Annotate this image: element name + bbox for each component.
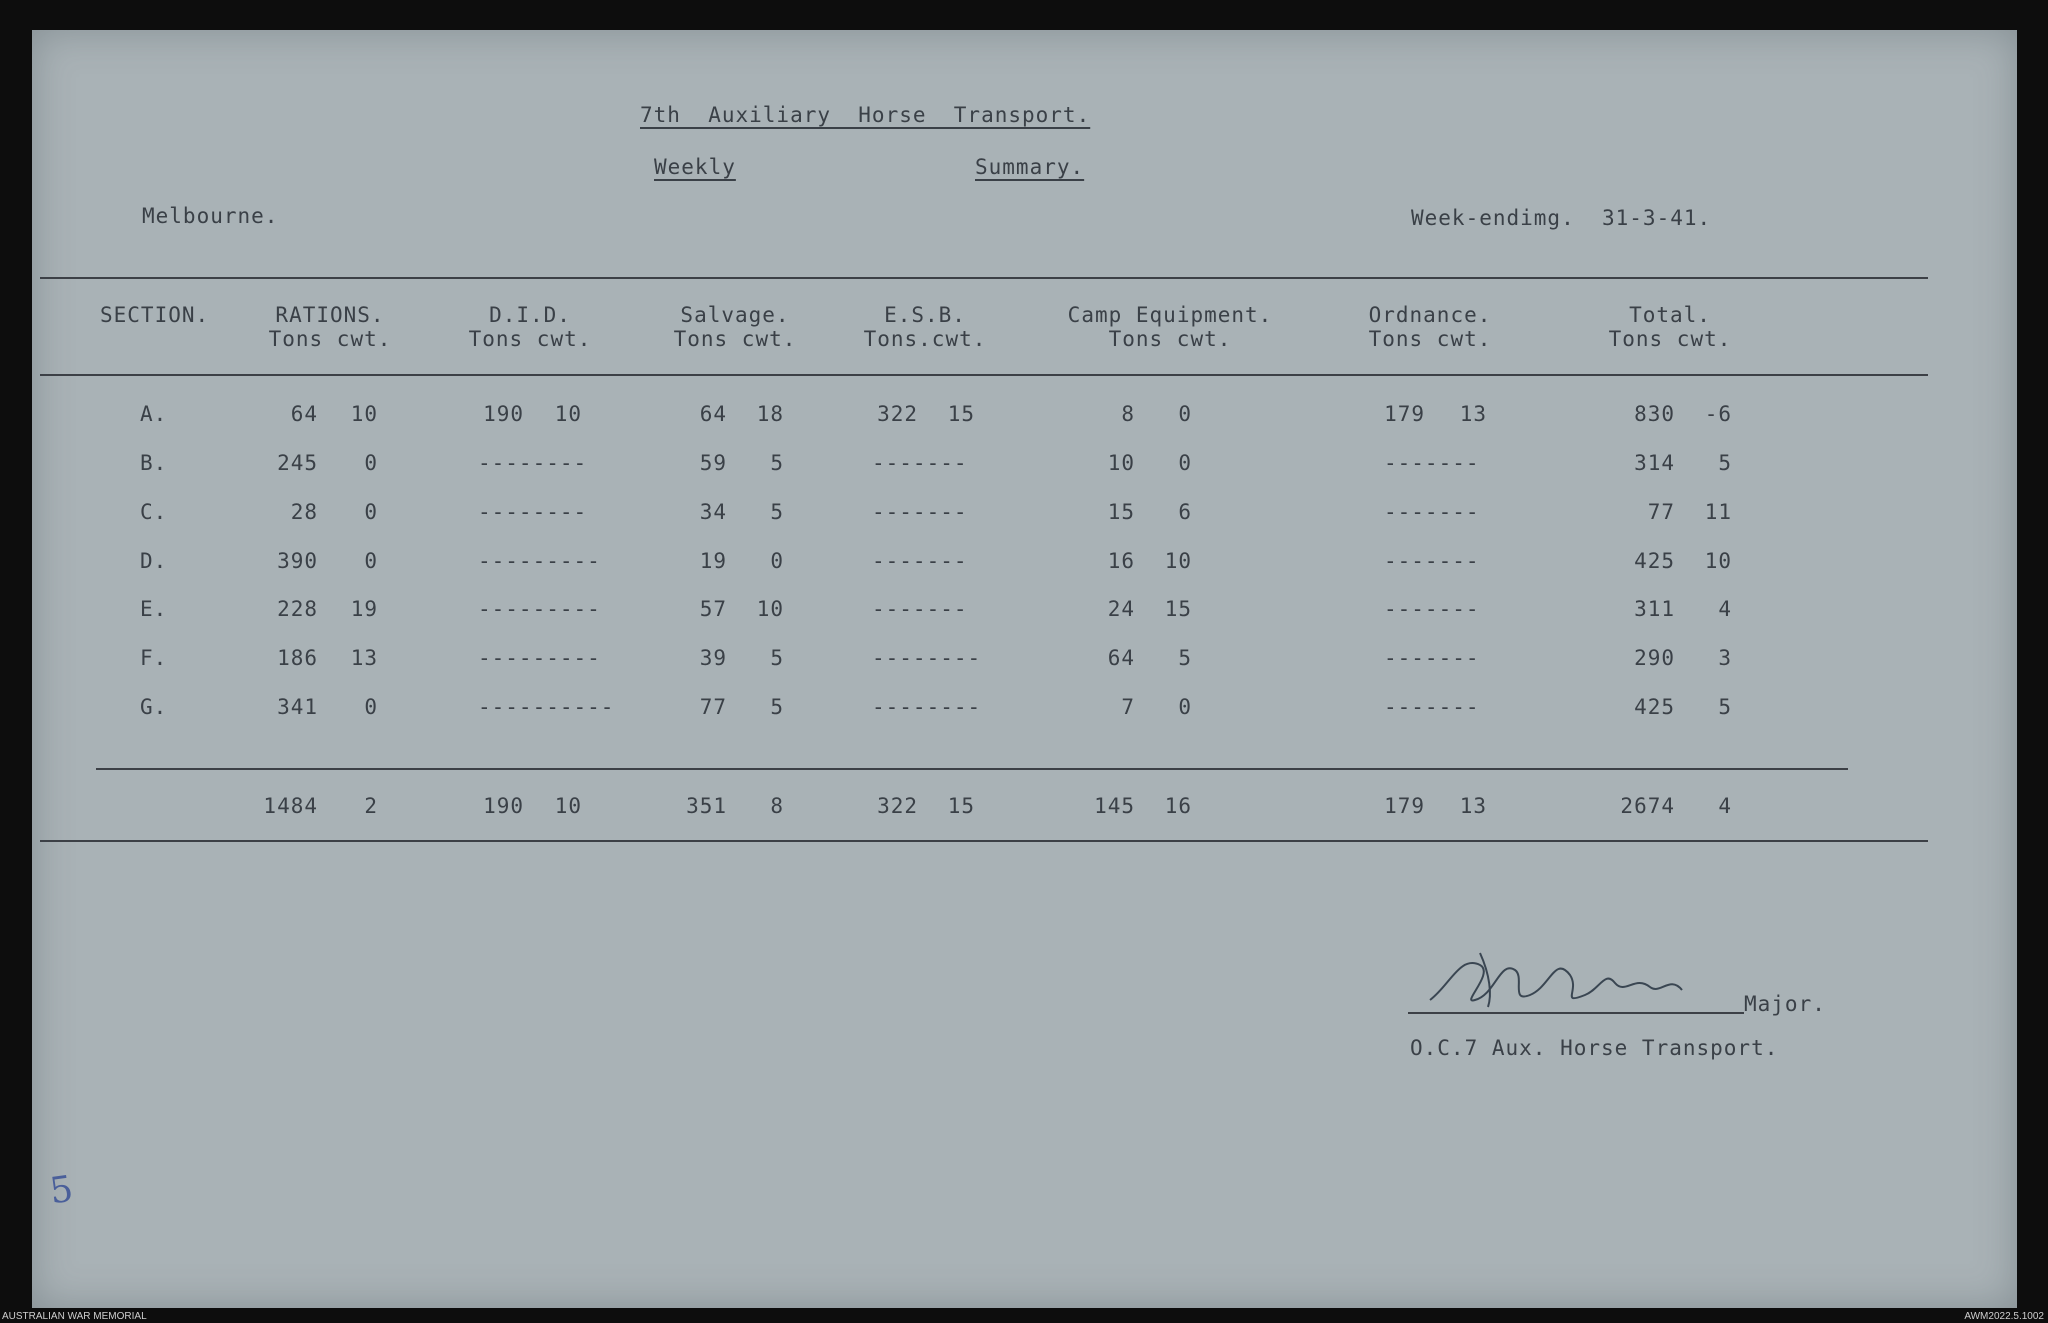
cell-cwt: 4 (1718, 597, 1732, 621)
cell-cwt: 11 (1704, 500, 1732, 524)
cell-cwt: 5 (1718, 695, 1732, 719)
week-ending-label: Week-endimg. 31-3-41. (1411, 206, 1712, 230)
cell-tons: 8 (1121, 402, 1135, 426)
cell-dash: -------- (872, 646, 982, 670)
column-header: Total. (1629, 303, 1711, 327)
cell-tons: 228 (277, 597, 318, 621)
cell-dash: ------- (1384, 695, 1480, 719)
place-label: Melbourne. (142, 204, 279, 228)
cell-section: F. (140, 646, 168, 670)
cell-tons: 77 (1647, 500, 1675, 524)
cell-cwt: 0 (770, 549, 784, 573)
cell-cwt: 5 (1718, 451, 1732, 475)
column-subheader: Tons cwt. (673, 327, 797, 351)
cell-tons: 186 (277, 646, 318, 670)
cell-dash: -------- (478, 500, 588, 524)
cell-cwt: 0 (364, 500, 378, 524)
cell-tons: 7 (1121, 695, 1135, 719)
cell-tons: 390 (277, 549, 318, 573)
cell-cwt: 13 (1459, 794, 1487, 818)
column-subheader: Tons cwt. (1608, 327, 1732, 351)
cell-dash: --------- (478, 597, 601, 621)
cell-cwt: 10 (554, 402, 582, 426)
cell-tons: 64 (699, 402, 727, 426)
cell-tons: 57 (699, 597, 727, 621)
cell-cwt: 5 (770, 646, 784, 670)
cell-cwt: 18 (756, 402, 784, 426)
cell-cwt: 19 (350, 597, 378, 621)
cell-dash: ------- (1384, 549, 1480, 573)
cell-section: G. (140, 695, 168, 719)
cell-cwt: 5 (1178, 646, 1192, 670)
cell-cwt: 0 (1178, 695, 1192, 719)
cell-cwt: 10 (350, 402, 378, 426)
cell-dash: ------- (1384, 500, 1480, 524)
cell-tons: 290 (1634, 646, 1675, 670)
column-header: Ordnance. (1368, 303, 1492, 327)
column-header: RATIONS. (275, 303, 385, 327)
cell-cwt: 13 (1459, 402, 1487, 426)
cell-dash: -------- (478, 451, 588, 475)
cell-section: D. (140, 549, 168, 573)
cell-cwt: 0 (1178, 402, 1192, 426)
cell-cwt: 5 (770, 695, 784, 719)
cell-cwt: 0 (364, 549, 378, 573)
handwritten-mark: 5 (47, 1168, 76, 1213)
cell-cwt: 6 (1178, 500, 1192, 524)
signature-line (1408, 1012, 1744, 1014)
cell-cwt: 8 (770, 794, 784, 818)
cell-dash: --------- (478, 549, 601, 573)
cell-cwt: 13 (350, 646, 378, 670)
document-title: 7th Auxiliary Horse Transport. (640, 103, 1091, 127)
cell-tons: 28 (290, 500, 318, 524)
cell-tons: 145 (1094, 794, 1135, 818)
cell-tons: 19 (699, 549, 727, 573)
cell-cwt: 16 (1164, 794, 1192, 818)
cell-cwt: 15 (1164, 597, 1192, 621)
cell-dash: ------- (872, 500, 968, 524)
cell-dash: ------- (872, 549, 968, 573)
cell-section: A. (140, 402, 168, 426)
cell-tons: 311 (1634, 597, 1675, 621)
cell-cwt: 2 (364, 794, 378, 818)
rule-totals-top (96, 768, 1848, 770)
subtitle-weekly: Weekly (654, 155, 736, 179)
cell-cwt: 5 (770, 500, 784, 524)
column-subheader: Tons cwt. (1108, 327, 1232, 351)
cell-tons: 322 (877, 794, 918, 818)
column-header: E.S.B. (884, 303, 966, 327)
cell-dash: -------- (872, 695, 982, 719)
signature-unit: O.C.7 Aux. Horse Transport. (1410, 1036, 1779, 1060)
cell-dash: ------- (872, 597, 968, 621)
cell-tons: 1484 (263, 794, 318, 818)
cell-cwt: 5 (770, 451, 784, 475)
column-header: D.I.D. (489, 303, 571, 327)
cell-cwt: 4 (1718, 794, 1732, 818)
cell-cwt: 0 (364, 451, 378, 475)
cell-dash: ------- (1384, 646, 1480, 670)
cell-cwt: 10 (554, 794, 582, 818)
cell-tons: 425 (1634, 549, 1675, 573)
signature-scrawl (1420, 945, 1710, 1015)
cell-tons: 2674 (1620, 794, 1675, 818)
cell-tons: 24 (1107, 597, 1135, 621)
cell-cwt: -6 (1704, 402, 1732, 426)
column-header: Salvage. (680, 303, 790, 327)
column-subheader: Tons cwt. (268, 327, 392, 351)
rule-bottom (40, 840, 1928, 842)
cell-cwt: 3 (1718, 646, 1732, 670)
cell-tons: 64 (1107, 646, 1135, 670)
cell-dash: ------- (1384, 451, 1480, 475)
cell-tons: 322 (877, 402, 918, 426)
cell-tons: 179 (1384, 402, 1425, 426)
cell-tons: 830 (1634, 402, 1675, 426)
cell-tons: 351 (686, 794, 727, 818)
cell-tons: 190 (483, 402, 524, 426)
footer-archive-name: AUSTRALIAN WAR MEMORIAL (2, 1311, 147, 1322)
cell-tons: 190 (483, 794, 524, 818)
cell-tons: 341 (277, 695, 318, 719)
column-subheader: Tons cwt. (468, 327, 592, 351)
cell-cwt: 15 (947, 402, 975, 426)
cell-tons: 314 (1634, 451, 1675, 475)
cell-tons: 10 (1107, 451, 1135, 475)
cell-cwt: 15 (947, 794, 975, 818)
cell-tons: 425 (1634, 695, 1675, 719)
column-header: SECTION. (100, 303, 210, 327)
rule-top (40, 277, 1928, 279)
footer-catalogue-id: AWM2022.5.1002 (1964, 1311, 2044, 1322)
cell-tons: 39 (699, 646, 727, 670)
cell-cwt: 10 (756, 597, 784, 621)
cell-section: C. (140, 500, 168, 524)
cell-tons: 179 (1384, 794, 1425, 818)
cell-dash: ---------- (478, 695, 615, 719)
subtitle-summary: Summary. (975, 155, 1085, 179)
cell-cwt: 10 (1164, 549, 1192, 573)
cell-dash: ------- (1384, 597, 1480, 621)
cell-section: E. (140, 597, 168, 621)
signature-rank: Major. (1744, 992, 1826, 1016)
cell-tons: 59 (699, 451, 727, 475)
cell-tons: 245 (277, 451, 318, 475)
cell-tons: 16 (1107, 549, 1135, 573)
cell-tons: 34 (699, 500, 727, 524)
cell-tons: 77 (699, 695, 727, 719)
column-subheader: Tons cwt. (1368, 327, 1492, 351)
cell-dash: --------- (478, 646, 601, 670)
cell-cwt: 10 (1704, 549, 1732, 573)
cell-dash: ------- (872, 451, 968, 475)
cell-cwt: 0 (364, 695, 378, 719)
column-subheader: Tons.cwt. (863, 327, 987, 351)
column-header: Camp Equipment. (1067, 303, 1273, 327)
cell-tons: 64 (290, 402, 318, 426)
cell-tons: 15 (1107, 500, 1135, 524)
cell-cwt: 0 (1178, 451, 1192, 475)
cell-section: B. (140, 451, 168, 475)
rule-header-bottom (40, 374, 1928, 376)
